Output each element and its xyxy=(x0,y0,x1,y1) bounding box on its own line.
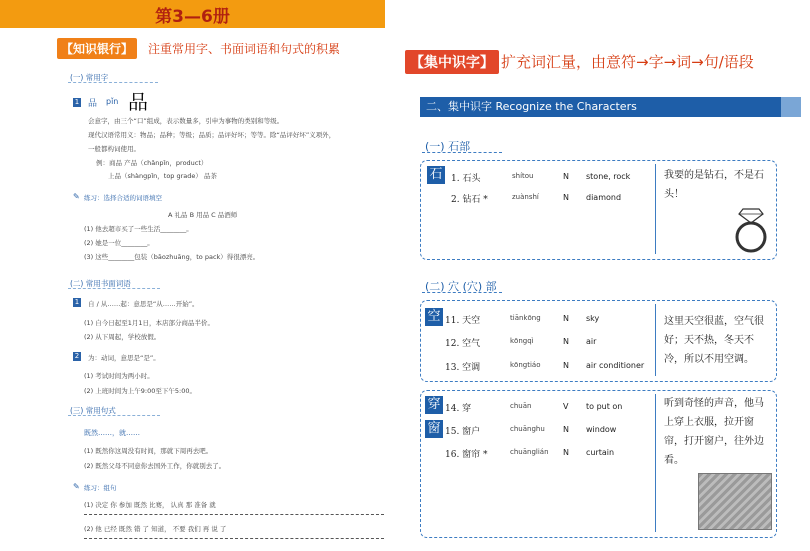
vocab-pos: N xyxy=(563,337,569,346)
exercise-title: 练习：组句 xyxy=(84,484,117,492)
section-title-written-words: (二) 常用书面词语 xyxy=(70,279,131,288)
written-word-item: 为：动词，意思是“是”。 xyxy=(88,354,160,362)
vocab-pos: N xyxy=(563,172,569,181)
pencil-icon: ✎ xyxy=(73,192,80,201)
vocab-english: curtain xyxy=(586,448,615,457)
section-underline xyxy=(68,288,160,289)
item-pinyin: pǐn xyxy=(106,97,119,106)
illustration-photo xyxy=(698,473,772,530)
vocab-pos: N xyxy=(563,193,569,202)
vocab-english: air xyxy=(586,337,597,346)
char-example-line: 例：商品 产品（chǎnpǐn，product） xyxy=(96,159,208,167)
vocab-pinyin: chuānghu xyxy=(510,425,545,433)
left-heading: 注重常用字、书面词语和句式的积累 xyxy=(148,42,341,56)
example-sentence: 听到奇怪的声音，他马上穿上衣服，拉开窗帘，打开窗户，往外边看。 xyxy=(664,398,764,466)
exercise-title: 练习：选择合适的词语填空 xyxy=(84,194,162,202)
vocab-word: 15. 窗户 xyxy=(445,427,481,437)
vocab-pinyin: zuànshí xyxy=(512,193,539,201)
vocab-english: window xyxy=(586,425,617,434)
sentence-pattern: 既然……，就…… xyxy=(84,429,140,437)
vocab-pinyin: kōngtiáo xyxy=(510,361,541,369)
section-title-sentence-patterns: (三) 常用句式 xyxy=(70,406,116,415)
vocab-english: sky xyxy=(586,314,600,323)
banner-title: 第3—6册 xyxy=(155,7,230,27)
written-word-example: (1) 自今日起至1月1日，本店部分商品半价。 xyxy=(84,319,215,327)
sentence-example: (2) 既然父母不同意你去国外工作，你就别去了。 xyxy=(84,462,226,470)
char-description-line: 会意字，由三个“口”组成，表示数量多，引申为事物的类别和等级。 xyxy=(88,117,284,125)
vocab-word: 16. 窗帘 * xyxy=(445,450,488,460)
right-tag: 【集中识字】 xyxy=(405,50,499,74)
example-sentence: 我要的是钻石，不是石头！ xyxy=(664,170,764,200)
vocab-pinyin: shítou xyxy=(512,172,534,180)
exercise-item: (1) 决定 你 参加 既然 比赛， 认真 那 准备 就 xyxy=(84,501,216,509)
vocab-pinyin: chuān xyxy=(510,402,532,410)
written-word-example: (2) 从下周起，学校放假。 xyxy=(84,333,161,341)
exercise-options: A 礼品 B 用品 C 品酒师 xyxy=(168,211,238,219)
radical-section-title: (二) 穴 (穴) 部 xyxy=(425,280,497,293)
sentence-example: (1) 既然你这周没有时间，那就下周再去吧。 xyxy=(84,447,213,455)
answer-line xyxy=(84,538,384,539)
section-bar-end xyxy=(781,97,801,117)
item-number: 1 xyxy=(74,298,80,306)
right-heading: 扩充词汇量，由意符→字→词→句/语段 xyxy=(501,53,754,71)
vocab-word: 2. 钻石 * xyxy=(451,195,488,205)
exercise-item: (3) 这些________包装（bāozhuāng，to pack）得很漂亮。 xyxy=(84,253,260,261)
section-bar: 二、集中识字 Recognize the Characters xyxy=(420,97,781,117)
section-underline xyxy=(68,415,160,416)
vocab-word: 14. 穿 xyxy=(445,404,472,414)
vocab-pos: V xyxy=(563,402,569,411)
written-word-item: 自 / 从……起：意思是“从……开始”。 xyxy=(88,300,199,308)
radical-wear: 穿 xyxy=(425,396,443,414)
radical-stone: 石 xyxy=(427,166,445,184)
char-example-line: 上品（shàngpǐn，top grade） 品茶 xyxy=(108,172,217,180)
section-underline xyxy=(422,292,502,293)
item-char: 品 xyxy=(88,99,98,109)
vocab-pos: N xyxy=(563,425,569,434)
radical-section-title: (一) 石部 xyxy=(425,140,471,153)
vocab-english: to put on xyxy=(586,402,623,411)
vocab-english: air conditioner xyxy=(586,361,645,370)
vocab-pos: N xyxy=(563,448,569,457)
vocab-word: 11. 天空 xyxy=(445,316,481,326)
item-number: 1 xyxy=(74,98,80,106)
exercise-item: (1) 他去超市买了一些生活________。 xyxy=(84,225,193,233)
vocab-pos: N xyxy=(563,361,569,370)
section-underline xyxy=(68,82,158,83)
vocab-pinyin: kōngqì xyxy=(510,337,534,345)
vocab-word: 1. 石头 xyxy=(451,174,481,184)
radical-empty: 空 xyxy=(425,308,443,326)
example-sentence: 这里天空很蓝，空气很好；天不热，冬天不冷，所以不用空调。 xyxy=(664,316,764,365)
box-divider xyxy=(655,304,656,376)
vocab-english: stone, rock xyxy=(586,172,631,181)
left-tag: 【知识银行】 xyxy=(57,38,137,59)
char-description-line: 现代汉语常用义：物品；品种；等级；品质；品评好坏；等等。除“品评好坏”义项外， xyxy=(88,131,336,139)
item-number: 2 xyxy=(74,352,80,360)
vocab-word: 12. 空气 xyxy=(445,339,481,349)
pencil-icon: ✎ xyxy=(73,482,80,491)
char-description-line: 一般都构词使用。 xyxy=(88,145,140,153)
vocab-pos: N xyxy=(563,314,569,323)
vocab-pinyin: chuānglián xyxy=(510,448,549,456)
diamond-ring-icon xyxy=(733,203,769,253)
radical-window: 窗 xyxy=(425,420,443,438)
written-word-example: (1) 考试时间为两小时。 xyxy=(84,372,154,380)
box-divider xyxy=(655,394,656,532)
answer-line xyxy=(84,514,384,515)
vocab-pinyin: tiānkōng xyxy=(510,314,541,322)
exercise-item: (2) 她是一位________。 xyxy=(84,239,154,247)
vocab-word: 13. 空调 xyxy=(445,363,481,373)
written-word-example: (2) 上班时间为上午9:00至下午5:00。 xyxy=(84,387,196,395)
section-underline xyxy=(422,152,502,153)
vocab-english: diamond xyxy=(586,193,622,202)
section-title-common-chars: (一) 常用字 xyxy=(70,73,109,82)
character-glyph: 品 xyxy=(128,90,146,114)
box-divider xyxy=(655,164,656,254)
exercise-item: (2) 他 已经 既然 错 了 知道， 不要 我们 再 说 了 xyxy=(84,525,227,533)
